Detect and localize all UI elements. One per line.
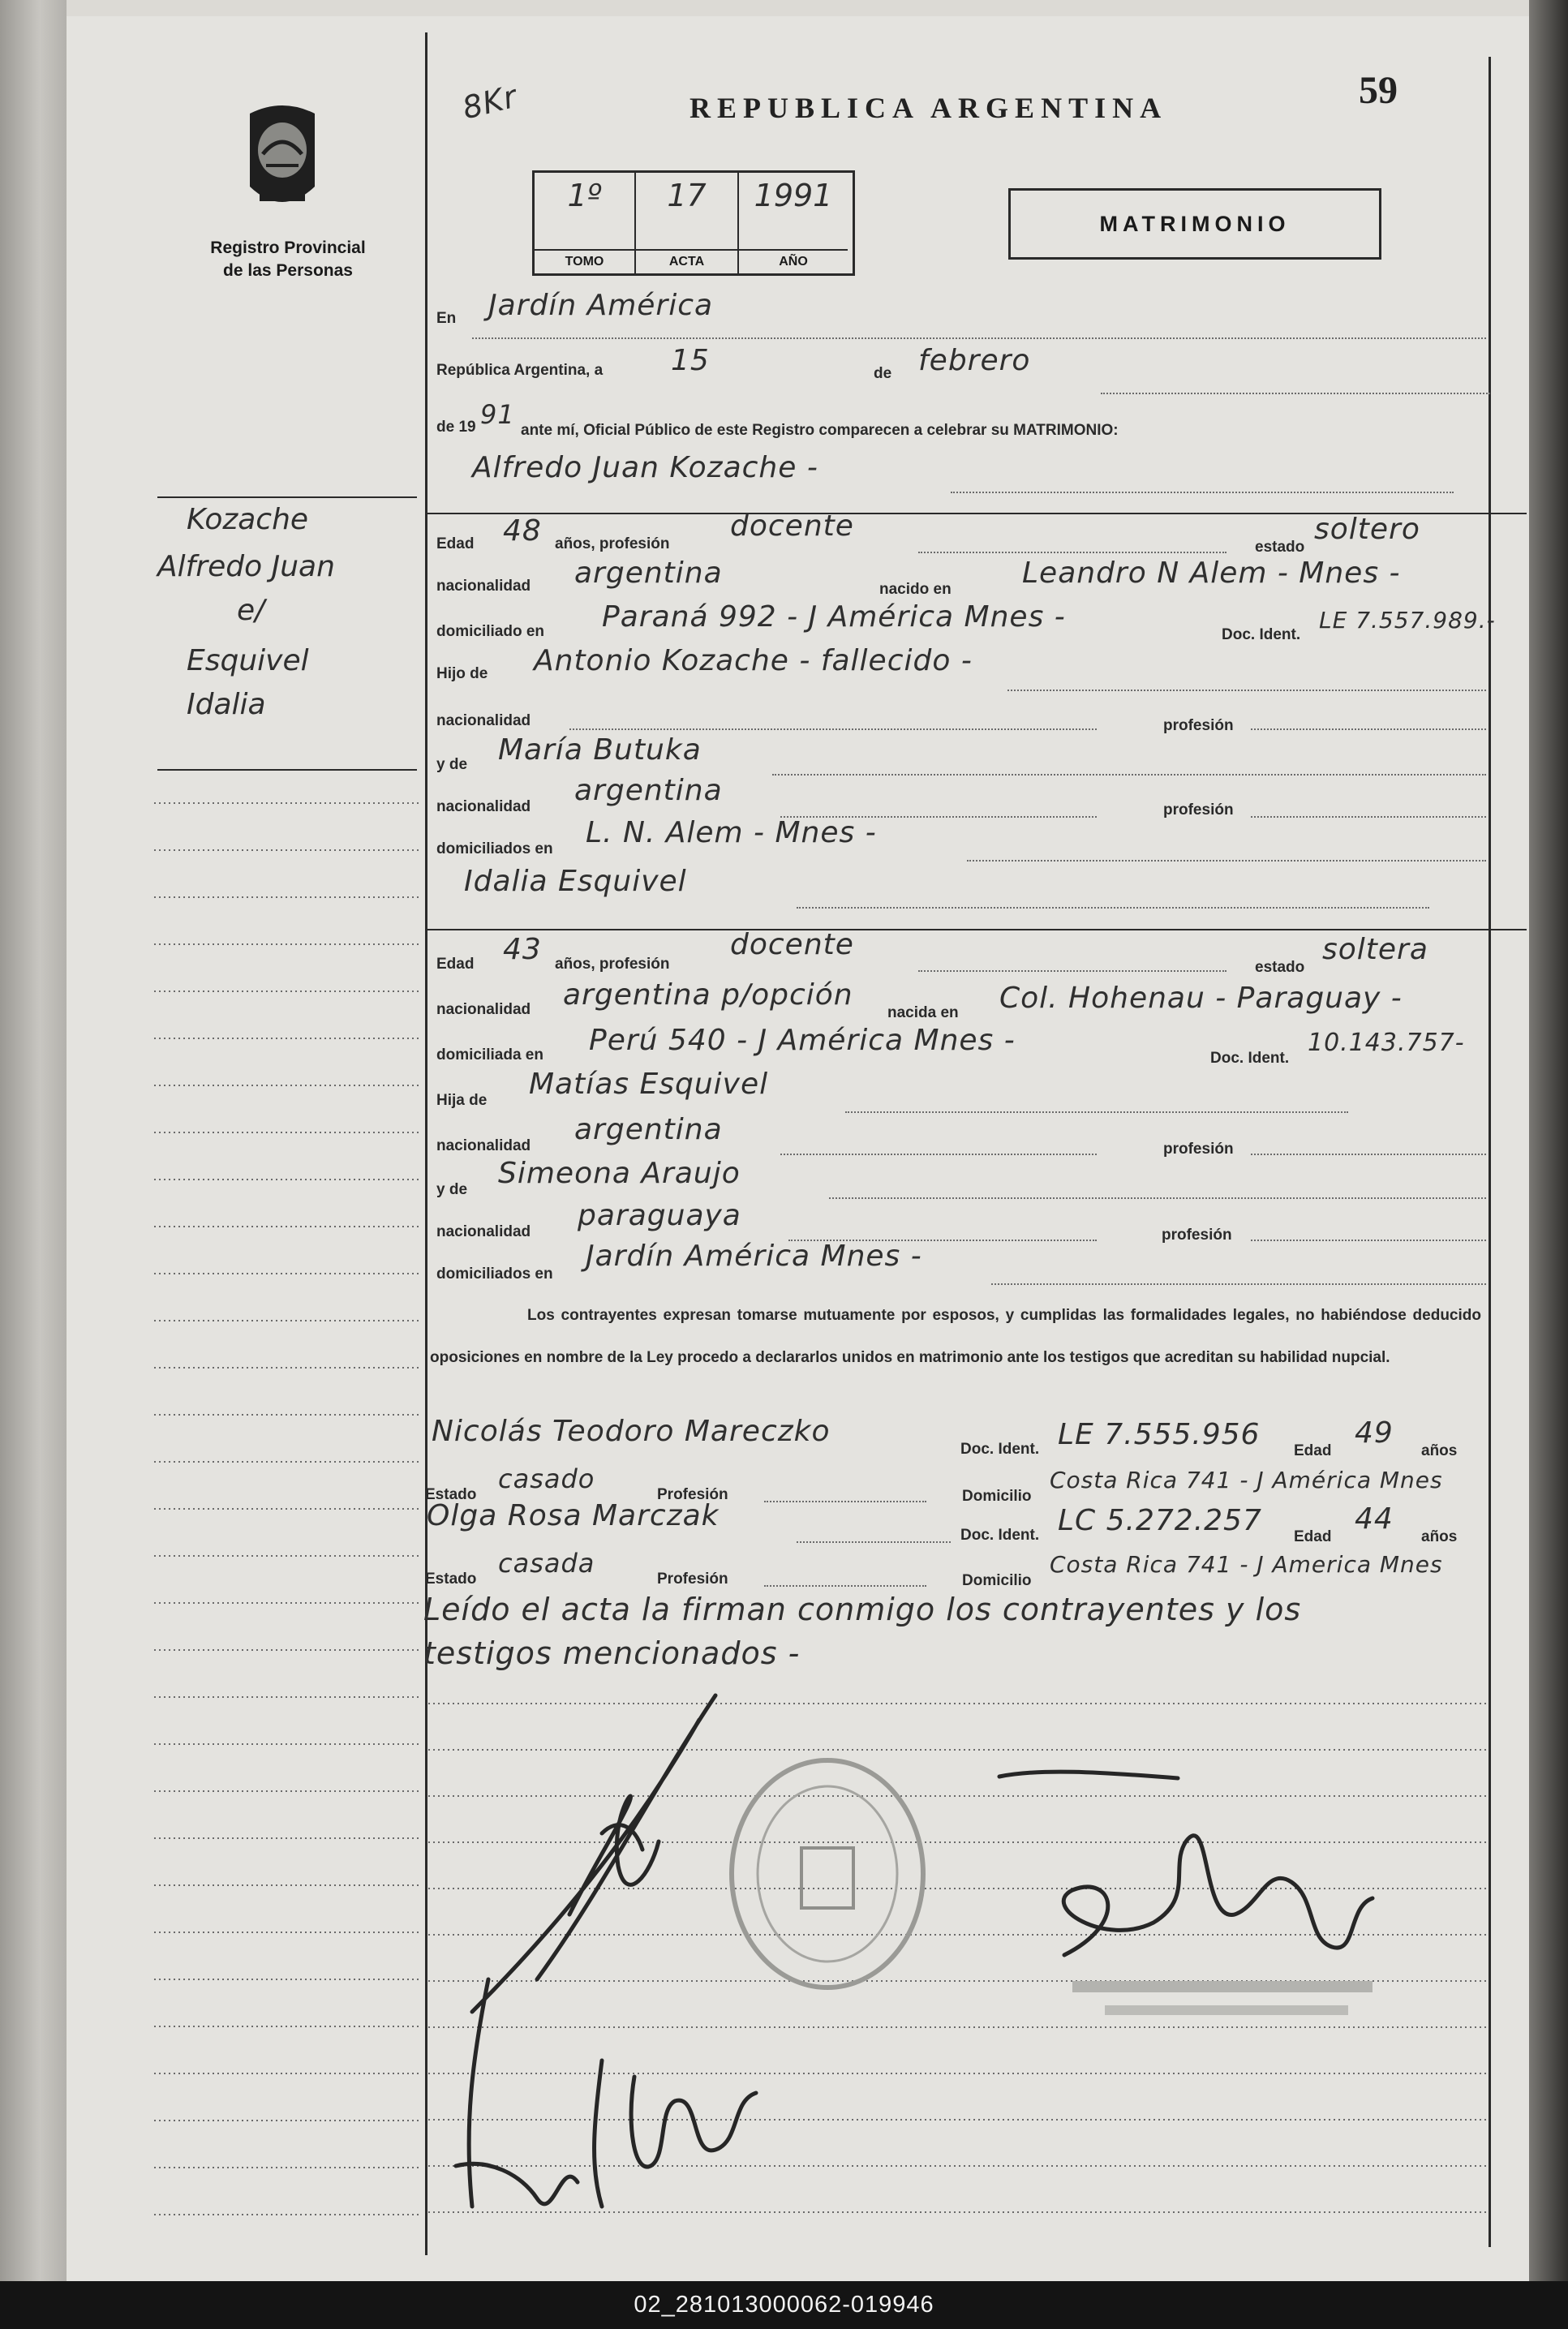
registry-name [187, 237, 389, 282]
bride-mother: Simeona Araujo [498, 1157, 741, 1190]
groom-age: 48 [503, 514, 542, 548]
month-value: febrero [918, 344, 1031, 377]
witness-1-doc-label: Doc. Ident. [960, 1441, 1040, 1458]
acta-value: 17 [667, 178, 707, 213]
signature-witnesses [440, 1963, 959, 2223]
acta-label: ACTA [636, 249, 737, 273]
witness-1-name: Nicolás Teodoro Mareczko [432, 1415, 831, 1448]
bride-profession-rule [918, 970, 1226, 972]
signature-bride [967, 1760, 1421, 2004]
groom-nacido-label: nacido en [879, 581, 952, 598]
groom-birthplace: Leandro N Alem - Mnes - [1022, 556, 1401, 590]
witness-2-edad-label: Edad [1294, 1528, 1332, 1545]
bride-parents-address: Jardín América Mnes - [586, 1240, 922, 1273]
bride-full-name: Idalia Esquivel [464, 865, 687, 898]
bride-birthplace: Col. Hohenau - Paraguay - [999, 982, 1403, 1015]
groom-mother-nat-label: nacionalidad [436, 798, 531, 815]
book-spine-edge [1529, 0, 1568, 2281]
tomo-label: TOMO [535, 249, 634, 273]
country-title: REPUBLICA ARGENTINA [689, 92, 1168, 124]
groom-edad-label: Edad [436, 535, 475, 552]
groom-mother-nationality: argentina [574, 774, 723, 807]
witness-2-anos-label: años [1421, 1528, 1458, 1545]
margin-line-5: Idalia [187, 688, 266, 721]
month-rule [1101, 393, 1490, 394]
groom-address: Paraná 992 - J América Mnes - [602, 600, 1066, 634]
bride-doc-label: Doc. Ident. [1210, 1050, 1290, 1067]
year-prefix: de 19 [436, 419, 476, 436]
groom-profesion-label: años, profesión [555, 535, 670, 552]
margin-top-rule [157, 496, 417, 498]
witness-2-profession-rule [764, 1585, 926, 1587]
groom-mother-rule [772, 774, 1486, 776]
day-value: 15 [671, 344, 710, 377]
declaration-paragraph: Los contrayentes expresan tomarse mutuamente por esposos, y cumplidas las formalidades legales, no habiéndose deducido oposiciones en nombre de la Ley procedo a declararlos unidos en matrimonio ante los testigos que acreditan su habilidad nupcial. [430, 1307, 1481, 1366]
witness-1-doc: LE 7.555.956 [1058, 1418, 1261, 1451]
page-number: 59 [1359, 69, 1398, 112]
witness-2-doc: LC 5.272.257 [1058, 1504, 1262, 1537]
ano-value: 1991 [754, 178, 833, 213]
groom-mother-prof-rule [1251, 816, 1486, 818]
groom-father-rule [1007, 690, 1486, 691]
margin-bottom-rule [157, 769, 417, 771]
bride-mother-nat-label: nacionalidad [436, 1223, 531, 1240]
witness-1-edad-label: Edad [1294, 1442, 1332, 1459]
groom-marital-status: soltero [1314, 513, 1420, 546]
registry-line-1: Registro Provincial [210, 238, 366, 257]
ano-label: AÑO [739, 249, 848, 273]
bride-father-prof-label: profesión [1163, 1141, 1234, 1158]
witness-2-doc-label: Doc. Ident. [960, 1527, 1040, 1544]
tomo-value: 1º [567, 178, 602, 213]
groom-parents-address-rule [967, 860, 1486, 862]
tomo-cell [535, 173, 636, 273]
bride-mother-prof-rule [1251, 1240, 1486, 1241]
place-value: Jardín América [488, 289, 714, 322]
bride-parents-dom-label: domiciliados en [436, 1265, 553, 1283]
bride-nationality: argentina p/opción [563, 978, 853, 1012]
bride-father-nationality: argentina [574, 1113, 723, 1146]
margin-line-2: Alfredo Juan [157, 550, 335, 583]
groom-father-prof-rule [1251, 728, 1486, 730]
bride-domiciliada-label: domiciliada en [436, 1046, 543, 1064]
witness-1-address: Costa Rica 741 - J América Mnes [1050, 1467, 1443, 1493]
section-divider-bride [426, 929, 1527, 930]
bride-father: Matías Esquivel [529, 1068, 769, 1101]
record-type-box: MATRIMONIO [1008, 188, 1381, 260]
closing-note-line-1: Leído el acta la firman conmigo los contrayentes y los [423, 1592, 1302, 1627]
bride-father-nat-rule [780, 1154, 1097, 1155]
bride-doc-number: 10.143.757- [1308, 1029, 1465, 1057]
witness-2-address: Costa Rica 741 - J America Mnes [1050, 1551, 1443, 1578]
groom-full-name: Alfredo Juan Kozache - [472, 451, 818, 484]
bride-name-rule [797, 907, 1429, 909]
bride-mother-nationality: paraguaya [578, 1199, 741, 1232]
witness-1-profesion-label: Profesión [657, 1486, 728, 1503]
groom-father-nat-rule [569, 728, 1097, 730]
groom-doc-number: LE 7.557.989.- [1319, 607, 1496, 634]
witness-1-status: casado [498, 1463, 595, 1494]
witness-2-age: 44 [1355, 1502, 1394, 1536]
bride-address: Perú 540 - J América Mnes - [589, 1024, 1016, 1057]
acta-cell [636, 173, 739, 273]
margin-divider [425, 32, 427, 2255]
groom-doc-label: Doc. Ident. [1222, 626, 1301, 643]
witness-1-domicilio-label: Domicilio [962, 1488, 1032, 1505]
en-label: En [436, 310, 457, 327]
bride-nacida-label: nacida en [887, 1004, 959, 1021]
corner-note: 8Kr [458, 78, 522, 127]
archive-id-footer: 02_281013000062-019946 [0, 2281, 1568, 2329]
bride-mother-rule [829, 1197, 1486, 1199]
groom-hijo-label: Hijo de [436, 665, 488, 682]
witness-1-estado-label: Estado [425, 1486, 477, 1503]
witness-2-domicilio-label: Domicilio [962, 1572, 1032, 1589]
ano-cell [739, 173, 848, 273]
groom-profession: docente [730, 509, 854, 543]
bride-father-rule [845, 1111, 1348, 1113]
witness-2-name: Olga Rosa Marczak [427, 1499, 720, 1532]
year-suffix: 91 [480, 399, 515, 430]
bride-father-prof-rule [1251, 1154, 1486, 1155]
bride-marital-status: soltera [1322, 933, 1428, 966]
bride-parents-address-rule [991, 1283, 1486, 1285]
right-border [1489, 57, 1491, 2247]
bride-profesion-label: años, profesión [555, 956, 670, 973]
groom-profession-rule [918, 552, 1226, 553]
groom-name-rule [951, 492, 1454, 493]
margin-ruled-lines [154, 795, 422, 2239]
de-label: de [874, 365, 892, 382]
groom-mother: María Butuka [498, 733, 702, 767]
witness-2-profesion-label: Profesión [657, 1571, 728, 1588]
bride-hija-label: Hija de [436, 1092, 488, 1109]
groom-father-nat-label: nacionalidad [436, 712, 531, 729]
bride-nacionalidad-label: nacionalidad [436, 1001, 531, 1018]
republica-label: República Argentina, a [436, 362, 604, 379]
bride-profession: docente [730, 928, 854, 961]
groom-yde-label: y de [436, 756, 468, 773]
marriage-certificate-sheet [67, 16, 1529, 2281]
bride-yde-label: y de [436, 1181, 468, 1198]
groom-nationality: argentina [574, 556, 723, 590]
witness-1-profession-rule [764, 1501, 926, 1502]
groom-mother-prof-label: profesión [1163, 801, 1234, 819]
witness-1-age: 49 [1355, 1416, 1394, 1450]
witness-1-anos-label: años [1421, 1442, 1458, 1459]
bride-estado-label: estado [1255, 959, 1305, 976]
groom-parents-address: L. N. Alem - Mnes - [586, 816, 877, 849]
margin-line-3: e/ [237, 594, 265, 627]
groom-estado-label: estado [1255, 539, 1305, 556]
witness-2-name-rule [797, 1541, 951, 1543]
bride-edad-label: Edad [436, 956, 475, 973]
groom-father-prof-label: profesión [1163, 717, 1234, 734]
margin-line-1: Kozache [187, 503, 309, 536]
left-page-edge [0, 0, 67, 2281]
bride-father-nat-label: nacionalidad [436, 1137, 531, 1154]
groom-parents-dom-label: domiciliados en [436, 840, 553, 857]
groom-nacionalidad-label: nacionalidad [436, 578, 531, 595]
intro-statement: ante mí, Oficial Público de este Registro comparecen a celebrar su MATRIMONIO: [521, 422, 1119, 439]
bride-mother-prof-label: profesión [1162, 1227, 1232, 1244]
closing-note-line-2: testigos mencionados - [423, 1635, 801, 1671]
provincial-emblem-icon [242, 97, 323, 217]
groom-domiciliado-label: domiciliado en [436, 623, 545, 640]
bride-age: 43 [503, 933, 542, 966]
witness-2-status: casada [498, 1548, 595, 1579]
margin-line-4: Esquivel [187, 644, 309, 677]
record-number-box [532, 170, 855, 276]
place-rule [472, 337, 1486, 339]
witness-2-estado-label: Estado [425, 1571, 477, 1588]
registry-line-2: de las Personas [223, 261, 353, 280]
groom-father: Antonio Kozache - fallecido - [534, 644, 973, 677]
